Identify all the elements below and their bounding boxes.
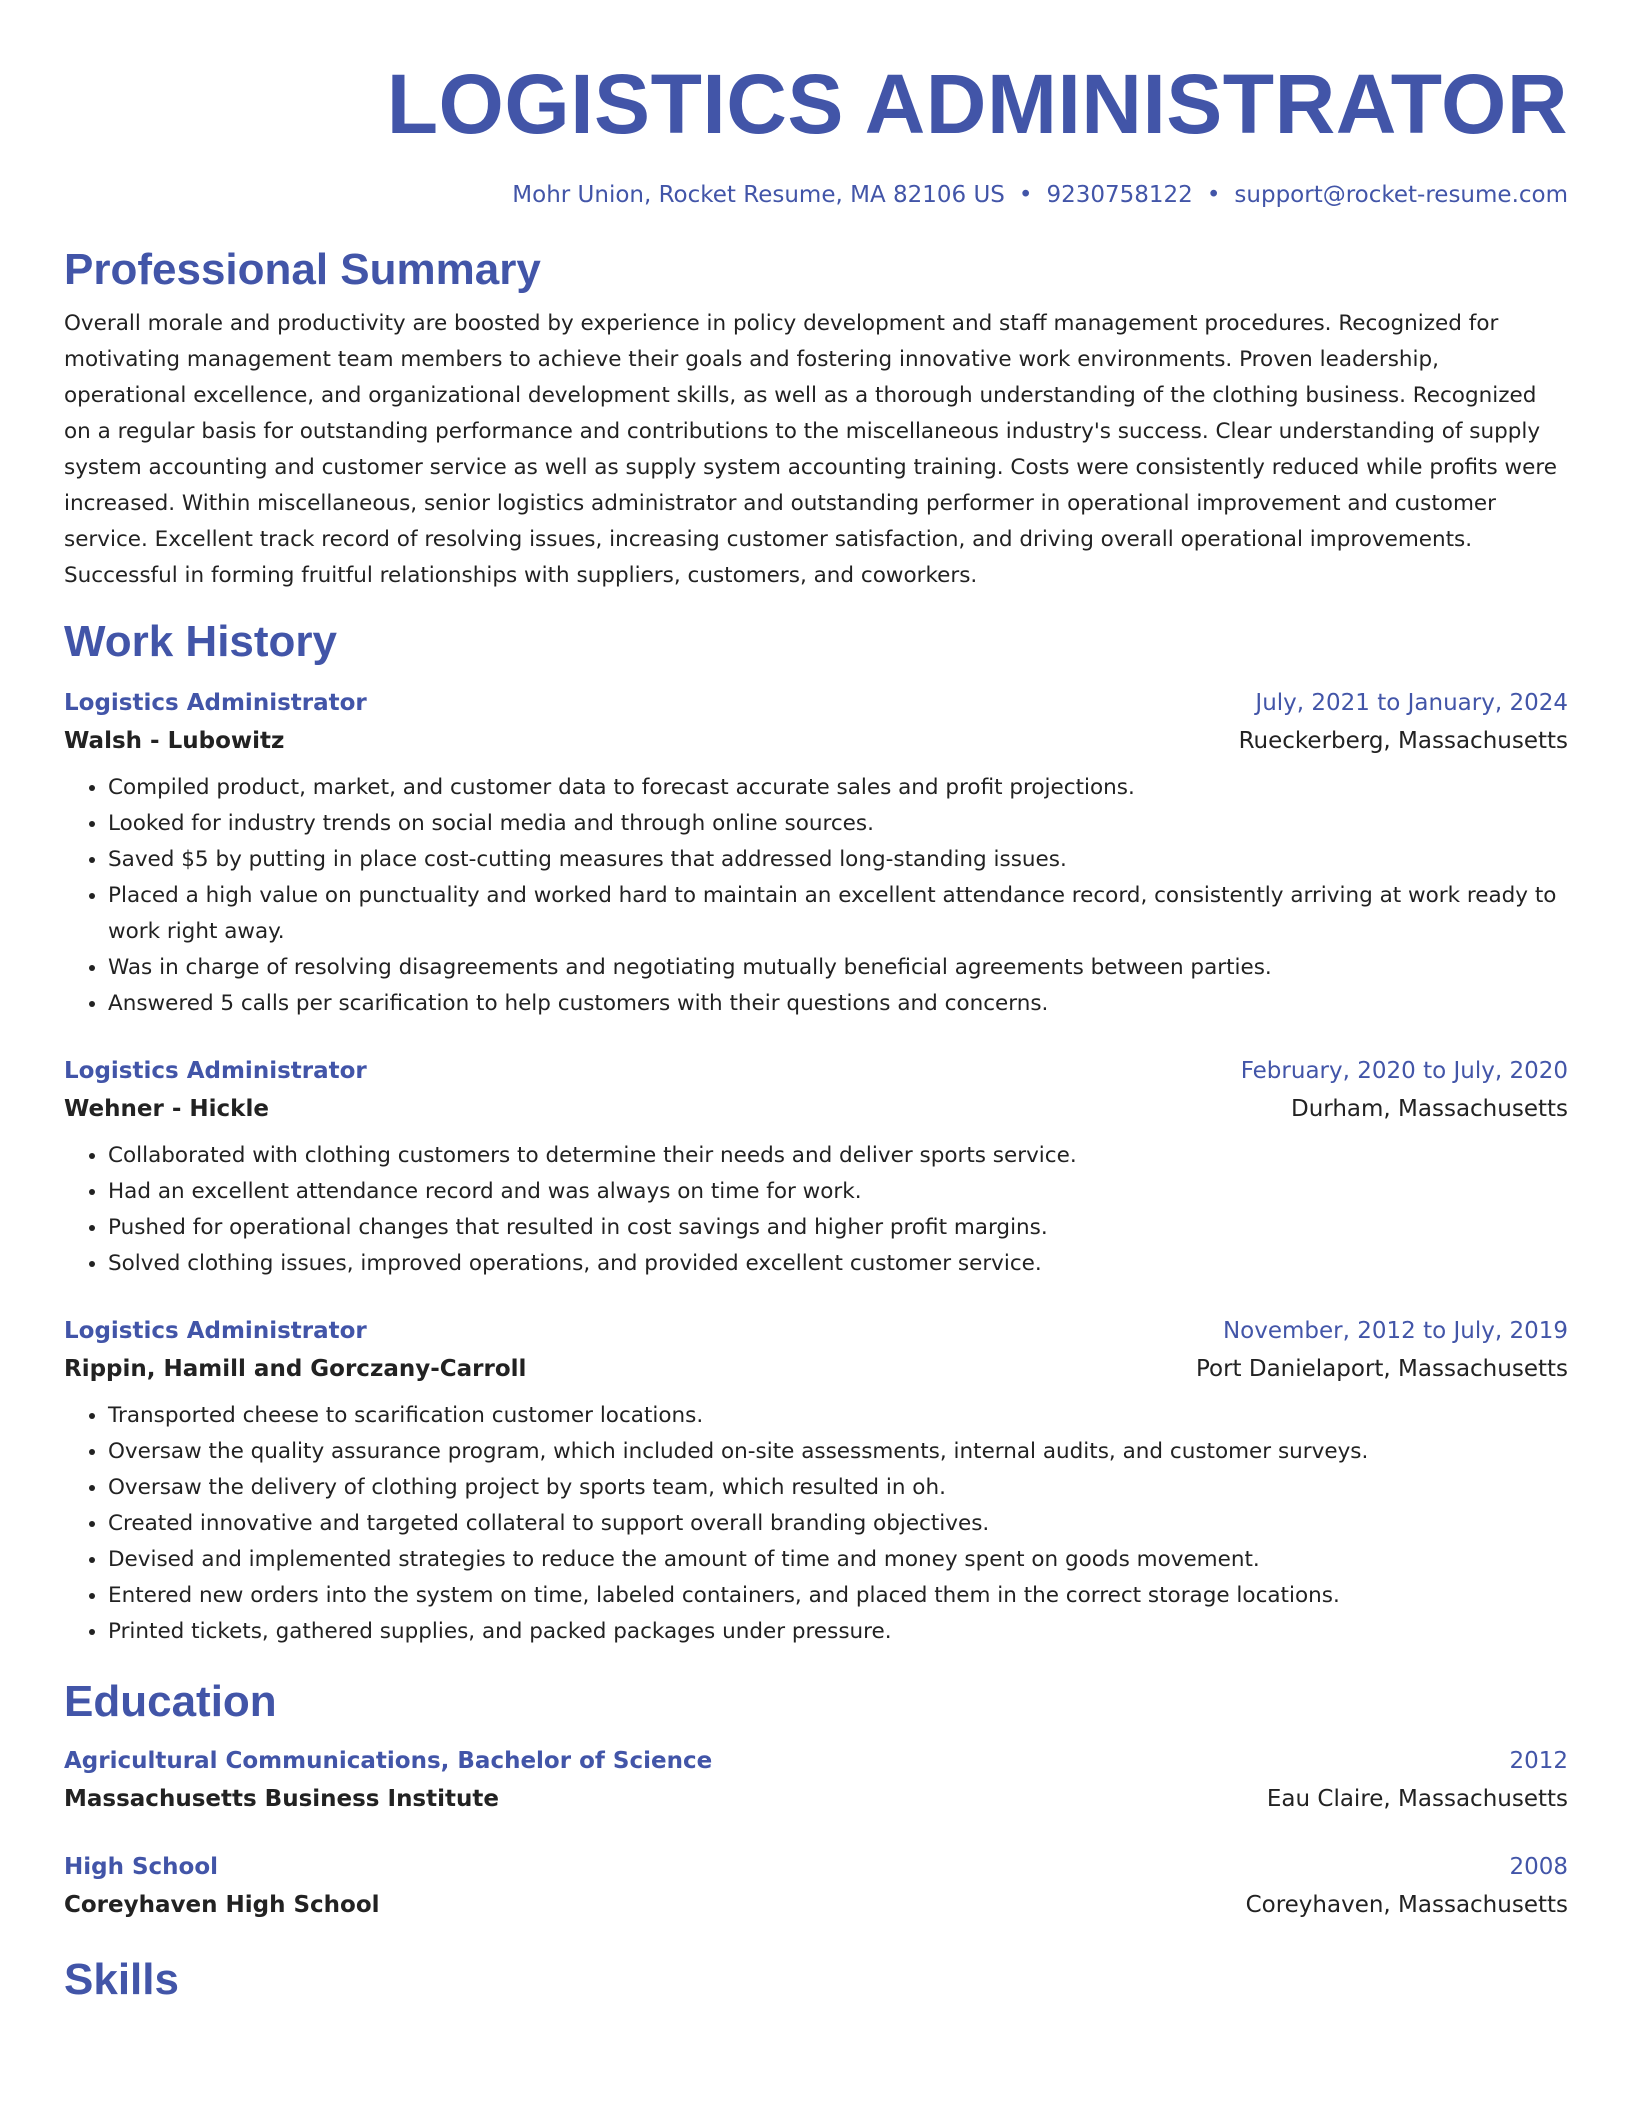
list-item: • Devised and implemented strategies to reduce the amount of time and money spent on goods movement. bbox=[108, 1542, 1568, 1578]
job-entry bbox=[64, 1052, 1568, 1282]
education-entry bbox=[64, 1742, 1568, 1818]
education-school-row bbox=[64, 1780, 1568, 1818]
job-dates: November, 2012 to July, 2019 bbox=[1222, 1318, 1568, 1344]
job-company-row bbox=[64, 1350, 1568, 1388]
job-entry bbox=[64, 1312, 1568, 1650]
job-company-row bbox=[64, 722, 1568, 760]
list-item: • Saved $5 by putting in place cost-cutting measures that addressed long-standing issues. bbox=[108, 842, 1568, 878]
job-dates: July, 2021 to January, 2024 bbox=[1255, 690, 1568, 716]
list-item: • Pushed for operational changes that resulted in cost savings and higher profit margins. bbox=[108, 1210, 1568, 1246]
list-item: • Looked for industry trends on social media and through online sources. bbox=[108, 806, 1568, 842]
list-item: • Oversaw the quality assurance program, which included on-site assessments, internal audits, and customer surveys. bbox=[108, 1434, 1568, 1470]
education-entry bbox=[64, 1848, 1568, 1924]
section-title-summary: Professional Summary bbox=[64, 245, 541, 294]
job-role: Logistics Administrator bbox=[64, 1318, 367, 1344]
list-item: • Had an excellent attendance record and was always on time for work. bbox=[108, 1174, 1568, 1210]
education-location: Coreyhaven, Massachusetts bbox=[1245, 1892, 1568, 1918]
job-role: Logistics Administrator bbox=[64, 1058, 367, 1084]
list-item: • Created innovative and targeted collateral to support overall branding objectives. bbox=[108, 1506, 1568, 1542]
contact-phone: 9230758122 bbox=[1046, 182, 1193, 208]
list-item: • Transported cheese to scarification customer locations. bbox=[108, 1398, 1568, 1434]
section-title-work-history: Work History bbox=[64, 617, 338, 666]
job-header-row bbox=[64, 1052, 1568, 1090]
list-item: • Placed a high value on punctuality and worked hard to maintain an excellent attendance record, consistently arriving at work ready to work right away. bbox=[108, 878, 1568, 950]
list-item: • Answered 5 calls per scarification to help customers with their questions and concerns. bbox=[108, 986, 1568, 1022]
list-item: • Entered new orders into the system on time, labeled containers, and placed them in the correct storage locations. bbox=[108, 1578, 1568, 1614]
job-header-row bbox=[64, 1312, 1568, 1350]
education-degree: High School bbox=[64, 1854, 219, 1880]
job-bullets bbox=[64, 1398, 1568, 1650]
education-degree: Agricultural Communications, Bachelor of Science bbox=[64, 1748, 713, 1774]
resume-title: LOGISTICS ADMINISTRATOR bbox=[386, 57, 1568, 151]
education-school: Massachusetts Business Institute bbox=[64, 1786, 499, 1812]
list-item: • Was in charge of resolving disagreements and negotiating mutually beneficial agreements between parties. bbox=[108, 950, 1568, 986]
job-entry bbox=[64, 684, 1568, 1022]
education-school: Coreyhaven High School bbox=[64, 1892, 380, 1918]
contact-email: support@rocket-resume.com bbox=[1234, 182, 1568, 208]
contact-separator: • bbox=[1206, 182, 1221, 208]
education-year: 2012 bbox=[1509, 1748, 1568, 1774]
section-title-skills: Skills bbox=[64, 1955, 179, 2004]
job-location: Durham, Massachusetts bbox=[1291, 1096, 1568, 1122]
contact-separator: • bbox=[1018, 182, 1033, 208]
section-title-education: Education bbox=[64, 1677, 277, 1726]
job-header-row bbox=[64, 684, 1568, 722]
education-header-row bbox=[64, 1848, 1568, 1886]
job-bullets bbox=[64, 770, 1568, 1022]
job-location: Rueckerberg, Massachusetts bbox=[1238, 728, 1568, 754]
job-company-row bbox=[64, 1090, 1568, 1128]
list-item: • Oversaw the delivery of clothing project by sports team, which resulted in oh. bbox=[108, 1470, 1568, 1506]
job-dates: February, 2020 to July, 2020 bbox=[1240, 1058, 1568, 1084]
education-school-row bbox=[64, 1886, 1568, 1924]
education-location: Eau Claire, Massachusetts bbox=[1266, 1786, 1568, 1812]
contact-line bbox=[64, 180, 1568, 210]
summary-text: Overall morale and productivity are boosted by experience in policy development and staff management procedures. Recognized for motivating management team members to achieve their goals and fostering innovative work environments. Proven leadership, operational excellence, and organizational development skills, as well as a thorough understanding of the clothing business. Recognized on a regular basis for outstanding performance and contributions to the miscellaneous industry's success. Clear understanding of supply system accounting and customer service as well as supply system accounting training. Costs were consistently reduced while profits were increased. Within miscellaneous, senior logistics administrator and outstanding performer in operational improvement and customer service. Excellent track record of resolving issues, increasing customer satisfaction, and driving overall operational improvements. Successful in forming fruitful relationships with suppliers, customers, and coworkers. bbox=[64, 311, 1557, 588]
job-location: Port Danielaport, Massachusetts bbox=[1195, 1356, 1568, 1382]
job-bullets bbox=[64, 1138, 1568, 1282]
list-item: • Collaborated with clothing customers to determine their needs and deliver sports service. bbox=[108, 1138, 1568, 1174]
list-item: • Printed tickets, gathered supplies, and packed packages under pressure. bbox=[108, 1614, 1568, 1650]
education-year: 2008 bbox=[1509, 1854, 1568, 1880]
list-item: • Compiled product, market, and customer data to forecast accurate sales and profit projections. bbox=[108, 770, 1568, 806]
job-company: Rippin, Hamill and Gorczany-Carroll bbox=[64, 1356, 527, 1382]
list-item: • Solved clothing issues, improved operations, and provided excellent customer service. bbox=[108, 1246, 1568, 1282]
contact-address: Mohr Union, Rocket Resume, MA 82106 US bbox=[512, 182, 1005, 208]
job-company: Wehner - Hickle bbox=[64, 1096, 269, 1122]
job-role: Logistics Administrator bbox=[64, 690, 367, 716]
education-header-row bbox=[64, 1742, 1568, 1780]
job-company: Walsh - Lubowitz bbox=[64, 728, 285, 754]
